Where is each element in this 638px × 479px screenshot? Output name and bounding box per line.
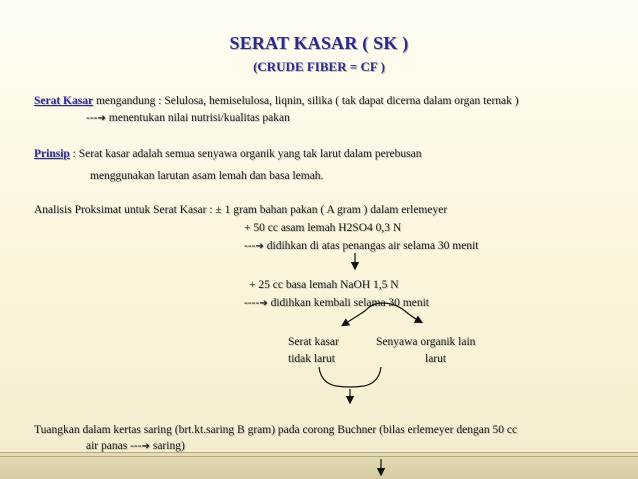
split-arrow-icon (343, 311, 365, 325)
soluble-label-1: Senyawa organik lain (376, 336, 476, 348)
soluble-label-2: larut (425, 353, 447, 365)
analysis-intro: Analisis Proksimat untuk Serat Kasar : ± 1 gram bahan pakan ( A gram ) dalam erlemeyer (34, 204, 448, 216)
slide-title: SERAT KASAR ( SK ) (229, 33, 409, 53)
filtration-line: Tuangkan dalam kertas saring (brt.kt.saring B gram) pada corong Buchner (bilas erlemeyer dengan 50 cc (34, 424, 518, 436)
right-arrow-icon: ➔ (259, 298, 268, 309)
arrow-prefix: --- (86, 112, 98, 124)
principle-line-2: menggunakan larutan asam lemah dan basa lemah. (90, 170, 324, 182)
definition-line-2 (86, 111, 290, 126)
insoluble-label-1: Serat kasar (288, 336, 339, 348)
principle-line (34, 147, 421, 161)
analysis-step-boil-2 (244, 296, 429, 311)
principle-text: : Serat kasar adalah semua senyawa organik yang tak larut dalam perebusan (69, 148, 422, 160)
filtration-text-b: saring) (149, 440, 185, 452)
slide-subtitle: (CRUDE FIBER = CF ) (253, 59, 385, 74)
right-arrow-icon: ➔ (255, 241, 264, 252)
filtration-line-2 (86, 439, 185, 454)
definition-text: mengandung : Selulosa, hemiselulosa, liqnin, silika ( tak dapat dicerna dalam organ ternak ) (93, 95, 519, 107)
definition-line (34, 94, 519, 108)
merge-curve-icon (319, 367, 381, 387)
analysis-step-boil-1 (244, 239, 479, 254)
insoluble-label-2: tidak larut (288, 353, 335, 365)
definition-text-2: menentukan nilai nutrisi/kualitas pakan (105, 112, 290, 124)
arrow-prefix: --- (130, 440, 142, 452)
right-arrow-icon: ➔ (97, 113, 106, 124)
analysis-step-base: + 25 cc basa lemah NaOH 1,5 N (249, 279, 399, 291)
definition-term: Serat Kasar (34, 95, 94, 107)
principle-term: Prinsip (34, 148, 70, 160)
analysis-step-boil-2-text: didihkan kembali selama 30 menit (267, 297, 429, 309)
right-arrow-icon: ➔ (141, 441, 150, 452)
arrow-prefix: --- (244, 240, 256, 252)
filtration-text-a: air panas (86, 440, 131, 452)
arrow-prefix: ---- (244, 297, 260, 309)
analysis-step-boil-1-text: didihkan di atas penangas air selama 30 menit (263, 240, 479, 252)
analysis-step-acid: + 50 cc asam lemah H2SO4 0,3 N (244, 222, 402, 234)
band-line-bottom (0, 456, 638, 457)
